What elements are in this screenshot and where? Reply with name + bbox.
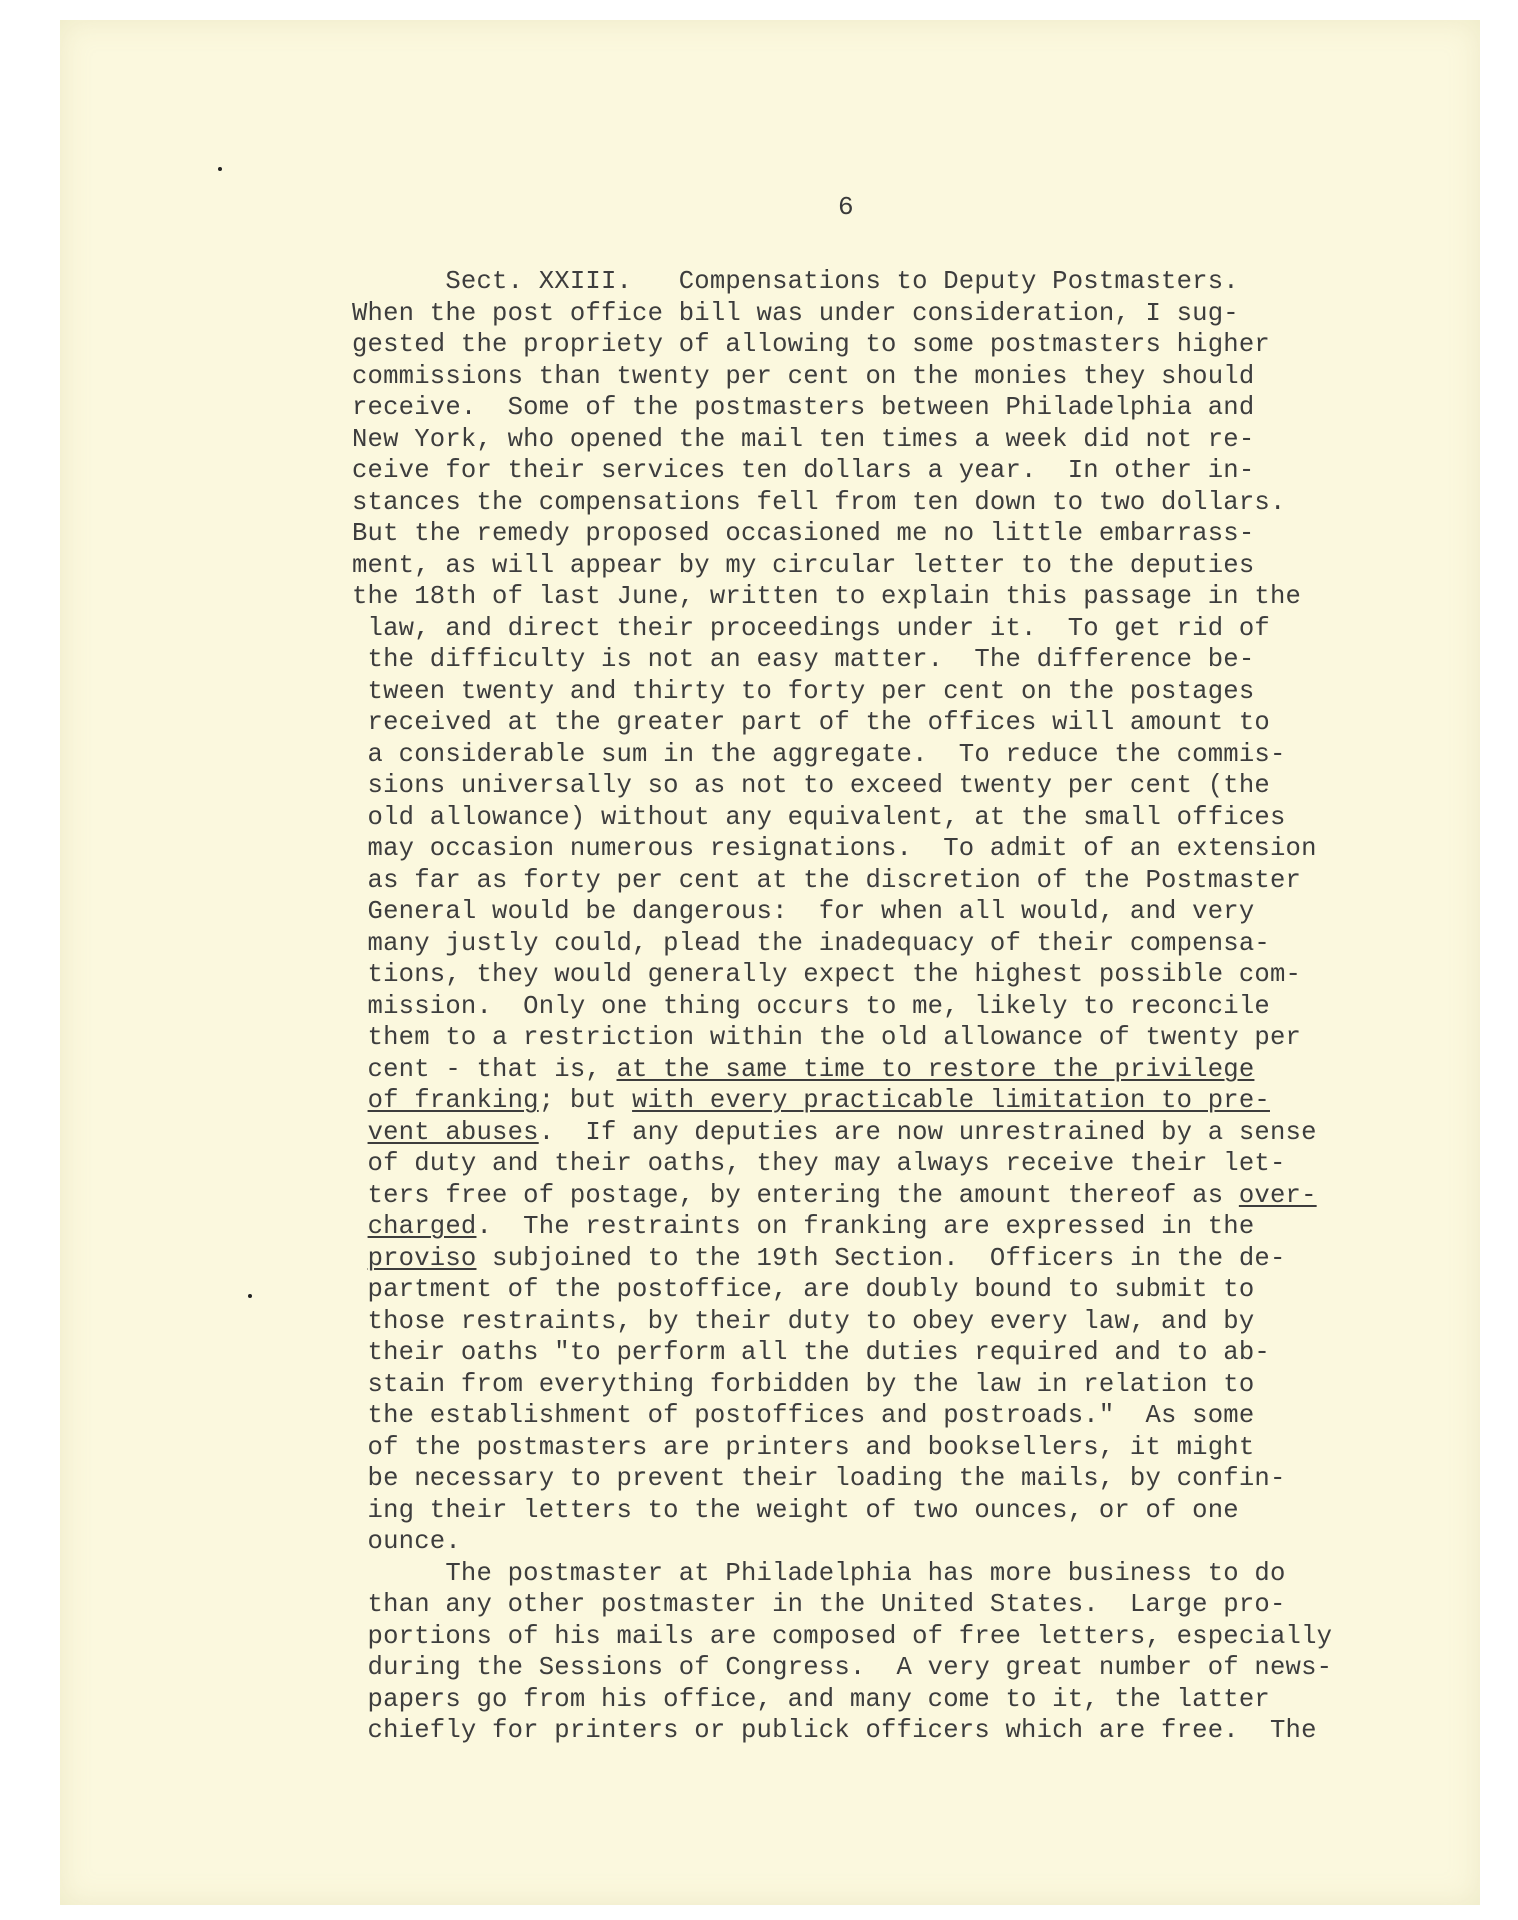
text-line: ounce. bbox=[352, 1527, 461, 1556]
text-line: stain from everything forbidden by the law in relation to bbox=[352, 1369, 1255, 1399]
text-line: gested the propriety of allowing to some postmasters higher bbox=[352, 330, 1270, 359]
text-line: be necessary to prevent their loading the mails, by confin- bbox=[352, 1464, 1286, 1493]
text-line: ceive for their services ten dollars a year. In other in- bbox=[352, 456, 1255, 485]
text-line: old allowance) without any equivalent, at the small offices bbox=[352, 802, 1286, 832]
text-line: The postmaster at Philadelphia has more business to do bbox=[352, 1558, 1286, 1588]
text-line: vent abuses. If any deputies are now unrestrained by a sense bbox=[367, 1117, 1317, 1147]
text-line: tions, they would generally expect the highest possible com- bbox=[352, 960, 1302, 989]
text-line: the establishment of postoffices and postroads." As some bbox=[352, 1401, 1255, 1430]
text-line: those restraints, by their duty to obey every law, and by bbox=[352, 1306, 1255, 1336]
underlined-text: proviso bbox=[367, 1243, 477, 1273]
text-line: ters free of postage, by entering the amount thereof as over- bbox=[352, 1180, 1317, 1210]
text-line: When the post office bill was under consideration, I sug- bbox=[352, 298, 1239, 328]
underlined-text: vent abuses bbox=[367, 1117, 539, 1147]
ink-speck bbox=[248, 1294, 252, 1298]
text-line: mission. Only one thing occurs to me, likely to reconcile bbox=[352, 991, 1270, 1021]
document-page bbox=[60, 20, 1480, 1905]
page-number: 6 bbox=[838, 192, 854, 222]
text-line: portions of his mails are composed of free letters, especially bbox=[352, 1621, 1333, 1651]
text-line: New York, who opened the mail ten times a week did not re- bbox=[352, 424, 1255, 454]
text-line: may occasion numerous resignations. To admit of an extension bbox=[352, 834, 1317, 863]
text-line: cent - that is, at the same time to restore the privilege bbox=[352, 1054, 1255, 1084]
text-line: as far as forty per cent at the discretion of the Postmaster bbox=[352, 865, 1302, 895]
text-line: law, and direct their proceedings under it. To get rid of bbox=[352, 613, 1270, 643]
text-line: ment, as will appear by my circular letter to the deputies bbox=[352, 550, 1255, 580]
text-line: partment of the postoffice, are doubly bound to submit to bbox=[352, 1275, 1255, 1304]
text-line: proviso subjoined to the 19th Section. Officers in the de- bbox=[367, 1243, 1286, 1273]
text-line: Sect. XXIII. Compensations to Deputy Postmasters. bbox=[352, 267, 1239, 296]
text-line: of franking; but with every practicable limitation to pre- bbox=[367, 1086, 1270, 1115]
text-line: ing their letters to the weight of two ounces, or of one bbox=[352, 1495, 1239, 1525]
text-line: a considerable sum in the aggregate. To reduce the commis- bbox=[352, 739, 1286, 769]
underlined-text: with every practicable limitation to pre- bbox=[632, 1086, 1270, 1115]
text-line: stances the compensations fell from ten down to two dollars. bbox=[352, 487, 1286, 517]
body-text bbox=[352, 266, 1432, 1747]
text-line: charged. The restraints on franking are expressed in the bbox=[367, 1212, 1255, 1241]
text-line: tween twenty and thirty to forty per cent on the postages bbox=[352, 676, 1255, 706]
underlined-text: of franking bbox=[367, 1086, 539, 1115]
text-line: of duty and their oaths, they may always receive their let- bbox=[352, 1149, 1286, 1178]
text-line: the difficulty is not an easy matter. The difference be- bbox=[352, 645, 1255, 674]
text-line: received at the greater part of the offices will amount to bbox=[352, 708, 1270, 737]
text-line: receive. Some of the postmasters between Philadelphia and bbox=[352, 393, 1255, 422]
text-line: chiefly for printers or publick officers which are free. The bbox=[352, 1716, 1317, 1745]
text-line: General would be dangerous: for when all would, and very bbox=[352, 897, 1255, 926]
text-line: of the postmasters are printers and booksellers, it might bbox=[352, 1432, 1255, 1462]
text-line: the 18th of last June, written to explain this passage in the bbox=[352, 582, 1302, 611]
text-line: during the Sessions of Congress. A very great number of news- bbox=[352, 1653, 1333, 1682]
text-line: them to a restriction within the old allowance of twenty per bbox=[352, 1023, 1302, 1052]
ink-speck bbox=[218, 167, 222, 171]
text-line: sions universally so as not to exceed twenty per cent (the bbox=[352, 771, 1270, 800]
text-line: their oaths "to perform all the duties required and to ab- bbox=[352, 1338, 1270, 1367]
underlined-text: over- bbox=[1238, 1180, 1317, 1210]
text-line: than any other postmaster in the United States. Large pro- bbox=[352, 1590, 1286, 1619]
underlined-text: charged bbox=[367, 1212, 477, 1241]
text-line: commissions than twenty per cent on the monies they should bbox=[352, 361, 1255, 391]
text-line: many justly could, plead the inadequacy of their compensa- bbox=[352, 928, 1270, 958]
underlined-text: at the same time to restore the privilege bbox=[616, 1054, 1255, 1084]
text-line: But the remedy proposed occasioned me no little embarrass- bbox=[352, 519, 1255, 548]
text-line: papers go from his office, and many come to it, the latter bbox=[352, 1684, 1270, 1714]
